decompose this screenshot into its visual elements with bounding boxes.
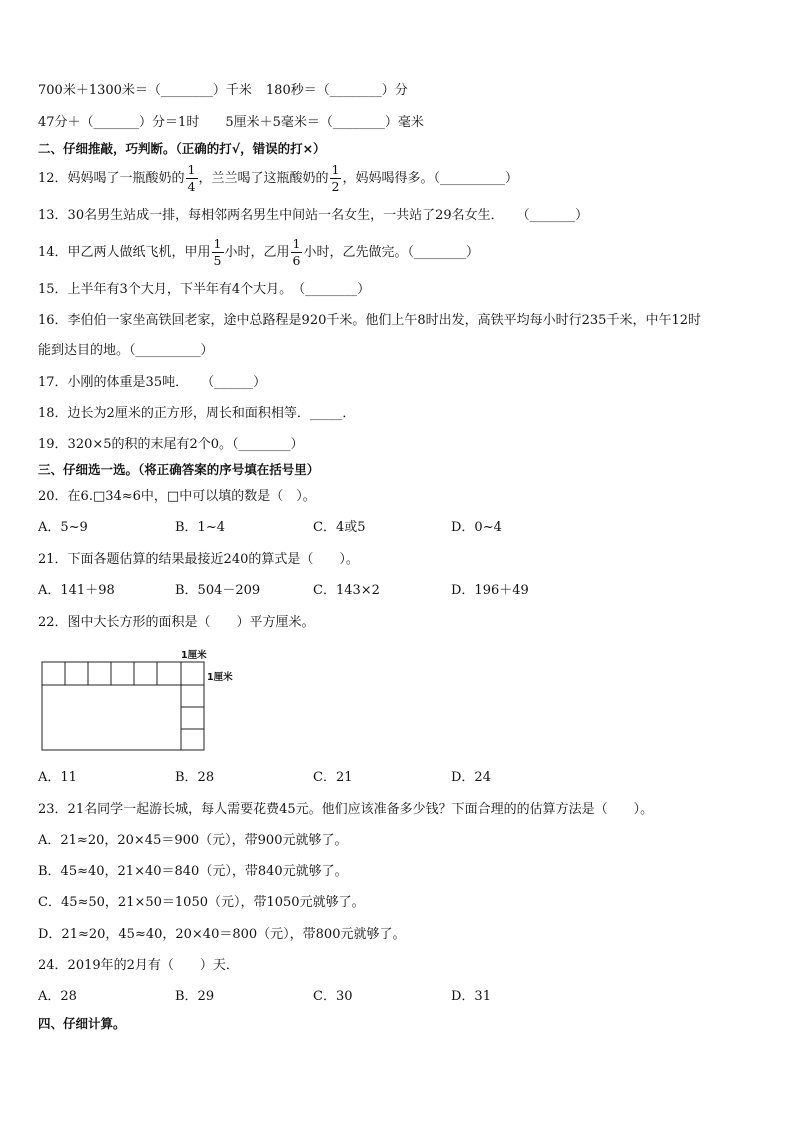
q23-option-b: B．45≈40，21×40＝840（元），带840元就够了。 — [38, 864, 348, 879]
q18: 18．边长为2厘米的正方形，周长和面积相等．_____． — [38, 406, 356, 421]
q20-stem: 20．在6.□34≈6中，□中可以填的数是（ ）。 — [38, 489, 316, 504]
q24-option-d: D．31 — [451, 989, 491, 1004]
q12-pre: 12．妈妈喝了一瓶酸奶的 — [38, 171, 185, 186]
q13: 13．30名男生站成一排，每相邻两名男生中间站一名女生，一共站了29名女生． （_______） — [38, 208, 589, 223]
q20-option-d: D．0~4 — [451, 520, 502, 535]
q23-option-c: C．45≈50，21×50＝1050（元），带1050元就够了。 — [38, 895, 365, 910]
q12-frac2-num: 1 — [331, 162, 340, 177]
q14-mid: 小时，乙用 — [224, 245, 290, 260]
q11-km-blank: 700米＋1300米＝（________）千米 — [38, 83, 252, 98]
q24-option-b: B．29 — [175, 989, 215, 1004]
section3-title: 三、仔细选一选。（将正确答案的序号填在括号里） — [38, 462, 320, 477]
q23-option-a: A．21≈20，20×45＝900（元），带900元就够了。 — [38, 833, 348, 848]
q17: 17．小刚的体重是35吨． （______） — [38, 375, 267, 390]
q23-option-d: D．21≈20，45≈40，20×40＝800（元），带800元就够了。 — [38, 927, 406, 942]
q22-side-label: 1厘米 — [207, 672, 233, 683]
q12-frac2-den: 2 — [331, 179, 340, 194]
q11-mm-blank: 5厘米＋5毫米＝（________）毫米 — [225, 115, 424, 130]
q12-frac1-den: 4 — [187, 179, 196, 194]
q14-post: 小时，乙先做完。（________） — [303, 245, 479, 260]
q12-post: ，妈妈喝得多。（__________） — [342, 171, 518, 186]
q22-option-c: C．21 — [313, 770, 353, 785]
grid-figure-lines — [42, 662, 204, 750]
q21-option-c: C．143×2 — [313, 583, 380, 598]
q14-pre: 14．甲乙两人做纸飞机，甲用 — [38, 245, 211, 260]
q16-line1: 16．李伯伯一家坐高铁回老家，途中总路程是920千米。他们上午8时出发，高铁平均每小时行235千米，中午12时 — [38, 313, 701, 328]
q14-frac1-num: 1 — [213, 236, 222, 251]
q20-option-a: A．5~9 — [38, 520, 88, 535]
q19: 19．320×5的积的末尾有2个0。（________） — [38, 437, 304, 452]
q21-option-d: D．196＋49 — [451, 583, 529, 598]
q14-frac1-den: 5 — [213, 253, 222, 268]
q22-option-b: B．28 — [175, 770, 215, 785]
q14-frac2-den: 6 — [292, 253, 301, 268]
q21-option-b: B．504－209 — [175, 583, 261, 598]
q24-stem: 24．2019年的2月有（ ）天． — [38, 958, 239, 973]
q12-mid: ，兰兰喝了这瓶酸奶的 — [198, 171, 329, 186]
q22-top-label: 1厘米 — [181, 650, 207, 661]
q16-line2: 能到达目的地。（__________） — [38, 343, 214, 358]
q21-option-a: A．141＋98 — [38, 583, 115, 598]
q22-option-a: A．11 — [38, 770, 77, 785]
q20-option-b: B．1~4 — [175, 520, 225, 535]
section2-title: 二、仔细推敲，巧判断。（正确的打√，错误的打×） — [38, 141, 326, 156]
q22-stem: 22．图中大长方形的面积是（ ）平方厘米。 — [38, 615, 315, 630]
q24-option-a: A．28 — [38, 989, 77, 1004]
q24-option-c: C．30 — [313, 989, 353, 1004]
q20-option-c: C．4或5 — [313, 520, 366, 535]
section4-title: 四、仔细计算。 — [38, 1016, 126, 1031]
q11-hour-blank: 47分＋（_______）分＝1时 — [38, 115, 200, 130]
q12-frac1-num: 1 — [187, 162, 196, 177]
large-rectangle — [42, 662, 204, 750]
q14-frac2-num: 1 — [292, 236, 301, 251]
q21-stem: 21．下面各题估算的结果最接近240的算式是（ ）。 — [38, 552, 359, 567]
q11-minute-blank: 180秒＝（________）分 — [265, 83, 408, 98]
q23-stem: 23．21名同学一起游长城，每人需要花费45元。他们应该准备多少钱？下面合理的的估算方法是（ ）。 — [38, 802, 654, 817]
q15: 15．上半年有3个大月，下半年有4个大月。 （________） — [38, 282, 371, 297]
q22-option-d: D．24 — [451, 770, 491, 785]
